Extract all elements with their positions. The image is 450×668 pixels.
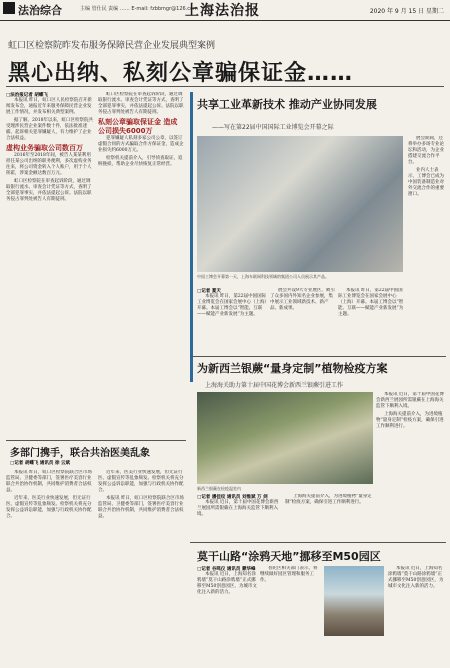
paragraph: 虹口区检察院在审查起诉阶段，通过调取银行流水、审查会计凭证等方式，查明了全部犯罪事实，并依法提起公诉。法院以职务侵占罪判处被告人有期徒刑。 xyxy=(6,179,92,202)
paragraph: 普陀区相关部门表示，将继续做好园区管理和服务工作。 xyxy=(260,566,318,583)
medical-headline: 多部门携手，联合共治医美乱象 xyxy=(10,448,150,459)
expo-byline: □记者 夏天 xyxy=(197,289,221,294)
medical-column-2 xyxy=(98,470,184,664)
graffiti-column-1 xyxy=(197,566,257,664)
paragraph: 2016年至2018年间，被告人某某利用担任某公司出纳的职务便利，多次虚构业务往来，将公司资金转入个人账户，用于个人挥霍，涉案金额达数百万元。 xyxy=(6,153,92,176)
graffiti-headline: 莫干山路“涂鸦天地”挪移至M50园区 xyxy=(197,550,381,563)
plant-headline: 为新西兰银蕨“量身定制”植物检疫方案 xyxy=(197,362,388,375)
section-accent-bar xyxy=(190,92,193,382)
expo-column-3 xyxy=(338,288,404,352)
graffiti-column-2 xyxy=(260,566,320,664)
plant-photo xyxy=(197,392,373,484)
paragraph: 近年来，医美行业快速发展，但无证行医、虚假宣传等乱象频发。检察机关将充分发挥公益诉讼职能，加强与行政机关协作配合。 xyxy=(6,496,92,519)
paragraph: 本报讯 近日，第十届中国花博会新西兰展园所需银蕨在上海海关监管下顺利入境。 xyxy=(376,392,444,409)
top-story-column-1 xyxy=(6,92,94,437)
paragraph: 近年来，医美行业快速发展，但无证行医、虚假宣传等乱象频发。检察机关将充分发挥公益诉讼职能，加强与行政机关协作配合。 xyxy=(98,470,184,493)
medical-byline: □记者 胡蝶飞 通讯员 徐 云斌 xyxy=(10,461,71,466)
plant-column-2 xyxy=(285,494,373,538)
masthead xyxy=(0,0,450,21)
expo-column-2 xyxy=(270,288,336,352)
divider xyxy=(190,356,446,357)
top-story-column-2 xyxy=(98,92,184,437)
newspaper-logo: 上海法治报 xyxy=(185,3,260,19)
graffiti-photo xyxy=(324,566,384,636)
graffiti-byline: □记者 谷鸣仪 通讯员 蒙华峰 xyxy=(197,567,256,572)
top-story-headline: 黑心出纳、私刻公章骗保证金…… xyxy=(8,61,354,86)
paragraph: 业内人士表示，工博会已成为中国装备制造业对外交流合作的重要窗口。 xyxy=(408,168,444,197)
paragraph: 本报讯 近日，上海知名涂鸦墙“莫干山路涂鸦墙”正式挪移至M50创意园区，为城市文化注入新的活力。 xyxy=(388,566,444,589)
expo-headline: 共享工业革新技术 推动产业协同发展 xyxy=(197,98,377,111)
paragraph: 本报讯 昨日，第22届中国国际工业博览会在国家会展中心（上海）开幕。本届工博会以“智能、互联——赋能产业新发展”为主题。 xyxy=(338,288,404,317)
editor-meta: 主编 管仕民 责编 …… E-mail: fzbbmgr@126.com xyxy=(80,6,198,12)
subhead-2: 私刻公章骗取保证金 造成公司损失6000万 xyxy=(98,118,178,135)
plant-right-column xyxy=(376,392,446,522)
paragraph: 犯罪嫌疑人私刻多家公司公章，以签订虚假合同的方式骗取合作方保证金，造成企业损失约6000万元。 xyxy=(98,136,184,153)
section-title: 法治综合 xyxy=(18,4,62,17)
expo-column-1 xyxy=(197,288,267,352)
paragraph: 虹口区检察院在审查起诉阶段，通过调取银行流水、审查会计凭证等方式，查明了全部犯罪事实，并依法提起公诉。法院以职务侵占罪判处被告人有期徒刑。 xyxy=(98,92,184,115)
divider xyxy=(6,86,444,87)
paragraph: 据了解，2018年以来，虹口区检察院共受理涉民营企业案件数十件，依法批准逮捕、起诉相关犯罪嫌疑人，有力维护了企业合法权益。 xyxy=(6,118,93,141)
expo-photo-caption: 中国工博会开幕第一天，上海车联网科技领域的集团公司人员展示其产品。 xyxy=(197,274,329,279)
paragraph: 本报讯 昨日，虹口区检察院联合区市场监管局、卫健委等部门，签署医疗美容行业联合共治协作机制，共同维护消费者合法权益。 xyxy=(6,470,92,493)
plant-photo-caption: 新西兰银蕨在检疫温室内 xyxy=(197,486,241,491)
paragraph: 本报讯 昨日，虹口区人民检察院召开新闻发布会，通报近年来服务保障民营企业发展工作情况，并发布相关典型案例。 xyxy=(6,98,92,115)
paragraph: 检察机关提前介入，引导侦查取证，追赃挽损，帮助企业尽快恢复正常经营。 xyxy=(98,156,183,167)
divider xyxy=(6,440,186,441)
graffiti-column-3 xyxy=(388,566,446,664)
paragraph: 本报讯 昨日，第22届中国国际工业博览会在国家会展中心（上海）开幕。本届工博会以“智能、互联——赋能产业新发展”为主题。 xyxy=(197,294,267,317)
paragraph: 展会期间，还将举办多场专业论坛和活动，为企业搭建交流合作平台。 xyxy=(408,136,444,165)
top-story-kicker: 虹口区检察院昨发布服务保障民营企业发展典型案例 xyxy=(8,41,216,51)
top-story-byline: □法治报记者 胡蝶飞 xyxy=(6,93,48,98)
paragraph: 上海海关提前介入，为进境植物“量身定制”检疫方案，确保引进工作顺利进行。 xyxy=(285,494,372,505)
plant-deck: 上海海关助力第十届中国花博会新西兰银蕨引进工作 xyxy=(205,382,344,389)
expo-deck: ——写在第22届中国国际工业博览会开幕之际 xyxy=(212,124,334,131)
section-logo-icon xyxy=(3,2,15,14)
medical-column-1 xyxy=(6,470,94,664)
paragraph: 本报讯 近日，第十届中国花博会新西兰展园所需银蕨在上海海关监管下顺利入境。 xyxy=(197,500,279,517)
subhead-1: 虚构业务骗取公司数百万 xyxy=(6,144,83,152)
issue-date: 2020 年 9 月 15 日 星期二 xyxy=(369,8,444,15)
plant-column-1 xyxy=(197,494,281,538)
expo-photo xyxy=(197,136,403,272)
paragraph: 展会共设9大专业展区，吸引了众多国内外知名企业参展，集中展示工业领域新技术、新产品、新成果。 xyxy=(270,288,335,311)
divider xyxy=(190,542,446,543)
paragraph: 本报讯 昨日，虹口区检察院联合区市场监管局、卫健委等部门，签署医疗美容行业联合共治协作机制，共同维护消费者合法权益。 xyxy=(98,496,184,519)
plant-byline: □记者 潘佳纹 通讯员 刘惟斌 万 剑 xyxy=(197,495,268,500)
paragraph: 本报讯 近日，上海知名涂鸦墙“莫干山路涂鸦墙”正式挪移至M50创意园区，为城市文化注入新的活力。 xyxy=(197,572,257,595)
right-column xyxy=(408,136,446,352)
paragraph: 上海海关提前介入，为进境植物“量身定制”检疫方案，确保引进工作顺利进行。 xyxy=(376,412,444,429)
